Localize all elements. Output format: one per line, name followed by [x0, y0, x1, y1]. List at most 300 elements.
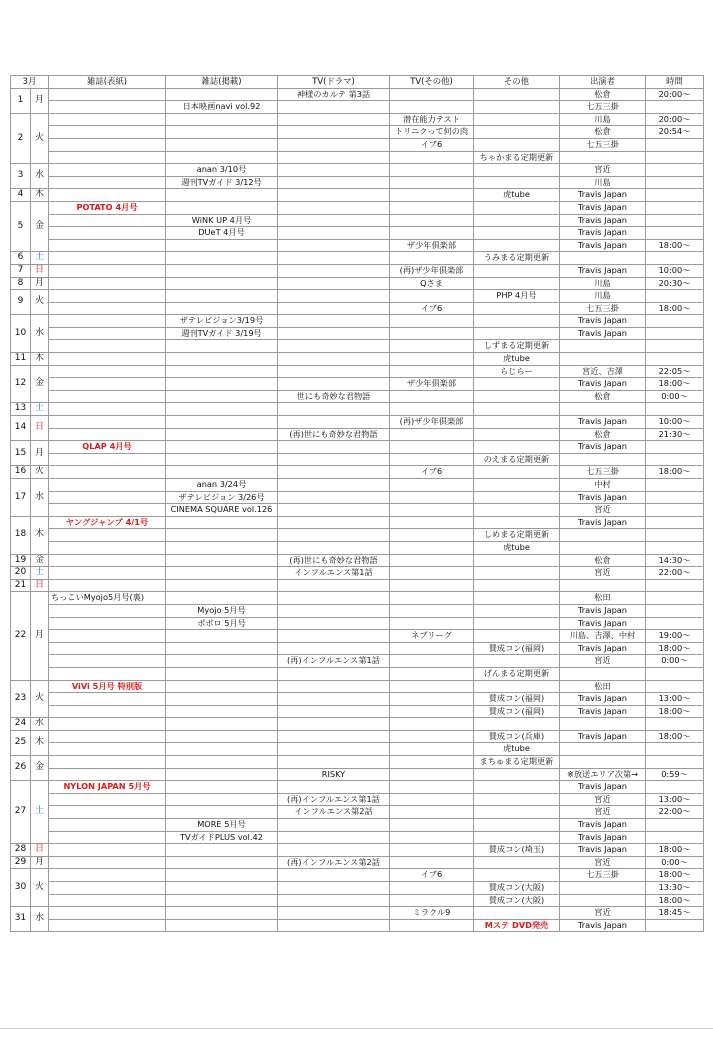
- cell-tv-other: [390, 428, 474, 441]
- table-row: [11, 529, 704, 542]
- cell-tv-other: [390, 479, 474, 492]
- cell-magazine-feature: [166, 680, 278, 693]
- cell-other: らじらー: [474, 365, 560, 378]
- cell-tv-other: [390, 176, 474, 189]
- cell-performer: ※放送エリア次第→: [560, 768, 646, 781]
- cell-magazine-cover: [49, 239, 166, 252]
- cell-tv-other: [390, 365, 474, 378]
- cell-other: 虎tube: [474, 353, 560, 366]
- cell-performer: Travis Japan: [560, 189, 646, 202]
- table-row: [11, 101, 704, 114]
- cell-performer: Travis Japan: [560, 327, 646, 340]
- cell-magazine-feature: [166, 730, 278, 743]
- cell-tv-drama: [278, 630, 390, 643]
- cell-magazine-feature: TVガイドPLUS vol.42: [166, 831, 278, 844]
- cell-tv-drama: [278, 831, 390, 844]
- cell-magazine-feature: [166, 453, 278, 466]
- cell-tv-drama: [278, 252, 390, 265]
- cell-time: 0:00～: [646, 856, 704, 869]
- cell-magazine-feature: CINEMA SQUARE vol.126: [166, 504, 278, 517]
- cell-magazine-feature: [166, 793, 278, 806]
- cell-magazine-cover: ヤングジャンプ 4/1号: [49, 516, 166, 529]
- cell-tv-other: [390, 567, 474, 580]
- cell-time: [646, 718, 704, 731]
- cell-tv-other: [390, 315, 474, 328]
- cell-magazine-feature: WiNK UP 4月号: [166, 214, 278, 227]
- table-row: [11, 353, 704, 366]
- day-number: 7: [11, 264, 31, 277]
- cell-tv-other: 潜在能力テスト: [390, 113, 474, 126]
- day-number: 6: [11, 252, 31, 265]
- table-row: [11, 151, 704, 164]
- cell-performer: 七五三掛: [560, 138, 646, 151]
- day-of-week: 日: [31, 579, 49, 592]
- cell-time: [646, 831, 704, 844]
- day-number: 12: [11, 365, 31, 403]
- cell-magazine-feature: [166, 441, 278, 454]
- cell-performer: [560, 718, 646, 731]
- cell-time: [646, 403, 704, 416]
- cell-time: 18:45～: [646, 907, 704, 920]
- cell-tv-drama: [278, 756, 390, 769]
- cell-magazine-feature: anan 3/10号: [166, 164, 278, 177]
- cell-magazine-feature: [166, 894, 278, 907]
- cell-magazine-cover: [49, 290, 166, 303]
- cell-tv-drama: [278, 189, 390, 202]
- cell-other: [474, 819, 560, 832]
- cell-other: [474, 491, 560, 504]
- cell-other: PHP 4月号: [474, 290, 560, 303]
- table-row: [11, 340, 704, 353]
- cell-tv-other: ネプリーグ: [390, 630, 474, 643]
- day-of-week: 木: [31, 353, 49, 366]
- cell-tv-other: イブ6: [390, 466, 474, 479]
- cell-time: 18:00～: [646, 705, 704, 718]
- cell-time: [646, 491, 704, 504]
- table-row: [11, 491, 704, 504]
- cell-magazine-cover: [49, 113, 166, 126]
- cell-magazine-cover: [49, 831, 166, 844]
- cell-other: 虎tube: [474, 541, 560, 554]
- cell-performer: Travis Japan: [560, 617, 646, 630]
- cell-other: うみまる定期更新: [474, 252, 560, 265]
- table-row: [11, 743, 704, 756]
- table-row: [11, 793, 704, 806]
- cell-performer: 川島、吉澤、中村: [560, 630, 646, 643]
- cell-magazine-cover: [49, 327, 166, 340]
- cell-performer: 宮近: [560, 793, 646, 806]
- cell-magazine-feature: [166, 718, 278, 731]
- cell-other: [474, 138, 560, 151]
- schedule-body: [11, 88, 704, 932]
- cell-time: 20:00～: [646, 113, 704, 126]
- cell-tv-other: [390, 919, 474, 932]
- table-row: [11, 264, 704, 277]
- cell-magazine-feature: [166, 630, 278, 643]
- cell-magazine-cover: [49, 894, 166, 907]
- cell-tv-drama: [278, 919, 390, 932]
- cell-performer: [560, 529, 646, 542]
- cell-tv-drama: [278, 126, 390, 139]
- cell-other: 賛成コン(福岡): [474, 693, 560, 706]
- cell-performer: 宮近: [560, 164, 646, 177]
- cell-performer: [560, 756, 646, 769]
- cell-other: ちゃかまる定期更新: [474, 151, 560, 164]
- day-of-week: 月: [31, 592, 49, 680]
- cell-magazine-cover: [49, 176, 166, 189]
- table-row: [11, 856, 704, 869]
- table-row: [11, 882, 704, 895]
- cell-time: [646, 214, 704, 227]
- cell-performer: 宮近: [560, 806, 646, 819]
- cell-performer: 松倉: [560, 554, 646, 567]
- cell-time: [646, 252, 704, 265]
- cell-time: 14:30～: [646, 554, 704, 567]
- cell-magazine-cover: [49, 882, 166, 895]
- cell-performer: Travis Japan: [560, 919, 646, 932]
- table-row: [11, 113, 704, 126]
- day-number: 28: [11, 844, 31, 857]
- cell-magazine-cover: [49, 403, 166, 416]
- cell-tv-drama: [278, 201, 390, 214]
- cell-tv-other: Qさま: [390, 277, 474, 290]
- cell-time: [646, 667, 704, 680]
- cell-tv-other: [390, 214, 474, 227]
- cell-tv-drama: [278, 504, 390, 517]
- cell-performer: [560, 252, 646, 265]
- cell-performer: Travis Japan: [560, 604, 646, 617]
- cell-tv-other: [390, 743, 474, 756]
- cell-other: [474, 806, 560, 819]
- cell-magazine-cover: QLAP 4月号: [49, 441, 166, 454]
- cell-magazine-feature: [166, 264, 278, 277]
- table-row: [11, 844, 704, 857]
- cell-performer: 川島: [560, 176, 646, 189]
- cell-tv-drama: [278, 617, 390, 630]
- table-row: [11, 806, 704, 819]
- cell-tv-other: [390, 579, 474, 592]
- cell-tv-drama: [278, 315, 390, 328]
- cell-time: 18:00～: [646, 894, 704, 907]
- cell-magazine-feature: [166, 919, 278, 932]
- day-number: 15: [11, 441, 31, 466]
- day-number: 5: [11, 201, 31, 251]
- cell-time: [646, 138, 704, 151]
- cell-magazine-cover: [49, 630, 166, 643]
- cell-magazine-feature: [166, 554, 278, 567]
- cell-time: 10:00～: [646, 416, 704, 429]
- cell-tv-other: イブ6: [390, 869, 474, 882]
- table-row: [11, 201, 704, 214]
- day-of-week: 月: [31, 88, 49, 113]
- cell-magazine-feature: DUeT 4月号: [166, 227, 278, 240]
- cell-tv-drama: [278, 290, 390, 303]
- cell-performer: 宮近、吉澤: [560, 365, 646, 378]
- header-magazine-feature: 雑誌(掲載): [166, 76, 278, 89]
- cell-performer: [560, 151, 646, 164]
- cell-time: [646, 340, 704, 353]
- cell-tv-other: [390, 882, 474, 895]
- cell-time: 18:00～: [646, 869, 704, 882]
- cell-other: [474, 277, 560, 290]
- day-of-week: 土: [31, 252, 49, 265]
- cell-magazine-cover: [49, 579, 166, 592]
- cell-time: [646, 176, 704, 189]
- table-row: [11, 138, 704, 151]
- cell-other: 賛成コン(福岡): [474, 705, 560, 718]
- table-row: [11, 327, 704, 340]
- cell-tv-drama: (再)インフルエンス第1話: [278, 655, 390, 668]
- cell-magazine-feature: [166, 781, 278, 794]
- cell-performer: 宮近: [560, 567, 646, 580]
- cell-tv-other: [390, 541, 474, 554]
- day-number: 20: [11, 567, 31, 580]
- cell-time: [646, 743, 704, 756]
- table-row: [11, 239, 704, 252]
- cell-magazine-feature: 週刊TVガイド 3/12号: [166, 176, 278, 189]
- cell-tv-drama: [278, 907, 390, 920]
- cell-magazine-feature: 日本映画navi vol.92: [166, 101, 278, 114]
- cell-performer: Travis Japan: [560, 378, 646, 391]
- cell-other: [474, 516, 560, 529]
- day-of-week: 月: [31, 441, 49, 466]
- cell-tv-other: [390, 768, 474, 781]
- cell-magazine-cover: [49, 655, 166, 668]
- cell-magazine-feature: [166, 592, 278, 605]
- cell-magazine-cover: [49, 919, 166, 932]
- cell-tv-drama: [278, 642, 390, 655]
- cell-magazine-feature: [166, 579, 278, 592]
- cell-tv-other: [390, 642, 474, 655]
- cell-performer: Travis Japan: [560, 441, 646, 454]
- day-of-week: 火: [31, 466, 49, 479]
- cell-tv-drama: [278, 894, 390, 907]
- cell-tv-other: [390, 327, 474, 340]
- cell-other: しめまる定期更新: [474, 529, 560, 542]
- cell-tv-other: [390, 353, 474, 366]
- cell-performer: Travis Japan: [560, 516, 646, 529]
- cell-magazine-feature: [166, 655, 278, 668]
- table-row: [11, 617, 704, 630]
- cell-magazine-cover: [49, 315, 166, 328]
- day-number: 17: [11, 479, 31, 517]
- cell-other: [474, 214, 560, 227]
- day-number: 24: [11, 718, 31, 731]
- cell-tv-other: [390, 856, 474, 869]
- day-number: 19: [11, 554, 31, 567]
- cell-magazine-feature: [166, 290, 278, 303]
- cell-magazine-cover: [49, 214, 166, 227]
- day-number: 21: [11, 579, 31, 592]
- cell-tv-other: [390, 403, 474, 416]
- cell-magazine-feature: [166, 239, 278, 252]
- cell-tv-drama: [278, 466, 390, 479]
- cell-other: [474, 327, 560, 340]
- cell-magazine-feature: [166, 869, 278, 882]
- cell-magazine-cover: [49, 138, 166, 151]
- table-row: [11, 416, 704, 429]
- cell-tv-drama: [278, 718, 390, 731]
- cell-performer: Travis Japan: [560, 201, 646, 214]
- table-row: [11, 290, 704, 303]
- day-of-week: 水: [31, 907, 49, 932]
- day-of-week: 日: [31, 844, 49, 857]
- table-row: [11, 541, 704, 554]
- table-row: [11, 441, 704, 454]
- cell-magazine-cover: [49, 504, 166, 517]
- cell-other: [474, 264, 560, 277]
- cell-tv-other: [390, 844, 474, 857]
- cell-tv-drama: [278, 882, 390, 895]
- cell-tv-drama: [278, 277, 390, 290]
- cell-other: [474, 113, 560, 126]
- table-row: [11, 592, 704, 605]
- day-of-week: 月: [31, 277, 49, 290]
- cell-magazine-cover: [49, 869, 166, 882]
- table-row: [11, 919, 704, 932]
- cell-tv-drama: [278, 327, 390, 340]
- table-row: [11, 126, 704, 139]
- cell-magazine-feature: [166, 353, 278, 366]
- cell-time: 0:00～: [646, 655, 704, 668]
- day-of-week: 土: [31, 567, 49, 580]
- header-tv-drama: TV(ドラマ): [278, 76, 390, 89]
- cell-time: [646, 579, 704, 592]
- cell-tv-drama: [278, 693, 390, 706]
- table-row: [11, 176, 704, 189]
- cell-performer: 宮近: [560, 504, 646, 517]
- cell-performer: 中村: [560, 479, 646, 492]
- table-row: [11, 466, 704, 479]
- day-of-week: 土: [31, 403, 49, 416]
- cell-magazine-feature: [166, 201, 278, 214]
- cell-magazine-feature: [166, 403, 278, 416]
- cell-other: 虎tube: [474, 189, 560, 202]
- cell-time: [646, 680, 704, 693]
- day-of-week: 木: [31, 189, 49, 202]
- cell-tv-drama: [278, 453, 390, 466]
- cell-tv-other: [390, 718, 474, 731]
- cell-performer: [560, 882, 646, 895]
- table-row: [11, 554, 704, 567]
- day-number: 4: [11, 189, 31, 202]
- cell-time: 18:00～: [646, 302, 704, 315]
- cell-other: [474, 504, 560, 517]
- cell-magazine-cover: [49, 365, 166, 378]
- day-number: 23: [11, 680, 31, 718]
- day-of-week: 金: [31, 554, 49, 567]
- table-row: [11, 718, 704, 731]
- day-of-week: 木: [31, 516, 49, 554]
- cell-magazine-cover: [49, 604, 166, 617]
- cell-time: 0:59～: [646, 768, 704, 781]
- table-row: [11, 403, 704, 416]
- cell-magazine-feature: [166, 907, 278, 920]
- cell-time: [646, 504, 704, 517]
- table-row: [11, 907, 704, 920]
- cell-magazine-feature: [166, 126, 278, 139]
- cell-tv-drama: [278, 516, 390, 529]
- cell-other: [474, 781, 560, 794]
- schedule-table: [10, 75, 704, 932]
- cell-magazine-cover: [49, 819, 166, 832]
- cell-magazine-cover: [49, 453, 166, 466]
- cell-time: [646, 592, 704, 605]
- cell-magazine-cover: [49, 844, 166, 857]
- cell-magazine-cover: [49, 88, 166, 101]
- cell-tv-drama: [278, 579, 390, 592]
- cell-time: [646, 617, 704, 630]
- cell-magazine-feature: [166, 113, 278, 126]
- cell-tv-other: [390, 516, 474, 529]
- cell-tv-other: [390, 756, 474, 769]
- cell-tv-drama: [278, 403, 390, 416]
- day-number: 16: [11, 466, 31, 479]
- cell-time: [646, 189, 704, 202]
- table-row: [11, 164, 704, 177]
- cell-tv-other: [390, 667, 474, 680]
- cell-tv-drama: [278, 680, 390, 693]
- cell-magazine-feature: [166, 428, 278, 441]
- table-row: [11, 428, 704, 441]
- cell-other: [474, 302, 560, 315]
- day-of-week: 水: [31, 164, 49, 189]
- cell-tv-other: [390, 453, 474, 466]
- cell-time: 22:05～: [646, 365, 704, 378]
- cell-other: [474, 554, 560, 567]
- cell-tv-other: [390, 390, 474, 403]
- cell-time: 18:00～: [646, 730, 704, 743]
- cell-time: 22:00～: [646, 567, 704, 580]
- day-number: 8: [11, 277, 31, 290]
- cell-magazine-feature: ザテレビジョン3/19号: [166, 315, 278, 328]
- cell-tv-drama: インフルエンス第1話: [278, 567, 390, 580]
- cell-magazine-feature: [166, 340, 278, 353]
- day-number: 27: [11, 781, 31, 844]
- table-row: [11, 894, 704, 907]
- cell-magazine-feature: [166, 705, 278, 718]
- cell-performer: Travis Japan: [560, 705, 646, 718]
- cell-magazine-feature: [166, 693, 278, 706]
- cell-tv-drama: [278, 441, 390, 454]
- cell-other: [474, 630, 560, 643]
- cell-time: 20:00～: [646, 88, 704, 101]
- cell-magazine-cover: [49, 479, 166, 492]
- cell-magazine-feature: [166, 252, 278, 265]
- cell-tv-other: ミラクル9: [390, 907, 474, 920]
- day-number: 22: [11, 592, 31, 680]
- table-row: [11, 390, 704, 403]
- table-row: [11, 680, 704, 693]
- cell-tv-drama: [278, 604, 390, 617]
- cell-other: [474, 403, 560, 416]
- table-row: [11, 819, 704, 832]
- cell-performer: 川島: [560, 290, 646, 303]
- cell-tv-drama: [278, 491, 390, 504]
- cell-tv-drama: [278, 541, 390, 554]
- cell-performer: [560, 340, 646, 353]
- cell-other: 賛成コン(大阪): [474, 894, 560, 907]
- cell-time: 13:30～: [646, 882, 704, 895]
- cell-tv-other: [390, 290, 474, 303]
- cell-performer: Travis Japan: [560, 239, 646, 252]
- cell-tv-drama: [278, 113, 390, 126]
- cell-performer: 七五三掛: [560, 302, 646, 315]
- cell-magazine-cover: [49, 428, 166, 441]
- table-row: [11, 277, 704, 290]
- table-row: [11, 453, 704, 466]
- day-number: 9: [11, 290, 31, 315]
